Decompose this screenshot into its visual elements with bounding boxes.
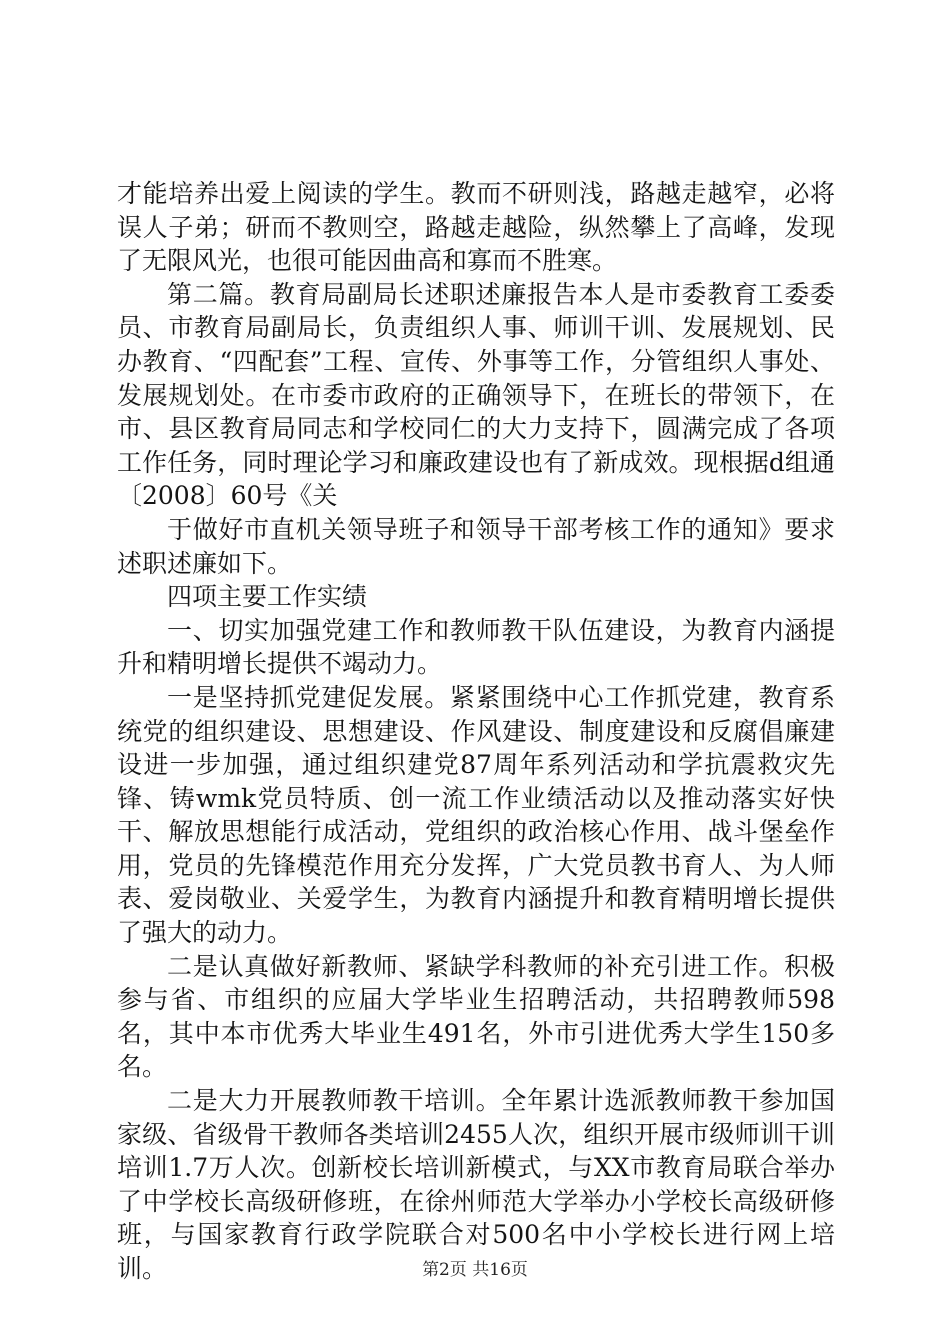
paragraph-teacher-recruitment: 二是认真做好新教师、紧缺学科教师的补充引进工作。积极参与省、市组织的应届大学毕业生招聘活动，共招聘教师598名，其中本市优秀大毕业生491名，外市引进优秀大学生150多名。: [117, 951, 835, 1082]
paragraph-notice-reference: 于做好市直机关领导班子和领导干部考核工作的通知》要求述职述廉如下。: [117, 514, 835, 578]
paragraph-chapter-two-intro: 第二篇。教育局副局长述职述廉报告本人是市委教育工委委员、市教育局副局长，负责组织人事、师训干训、发展规划、民办教育、“四配套”工程、宣传、外事等工作，分管组织人事处、发展规划处。在市委市政府的正确领导下，在班长的带领下，在市、县区教育局同志和学校同仁的大力支持下，圆满完成了各项工作任务，同时理论学习和廉政建设也有了新成效。现根据d组通〔2008〕60号《关: [117, 279, 835, 511]
section-heading: 四项主要工作实绩: [167, 582, 368, 612]
paragraph-teacher-training: 二是大力开展教师教干培训。全年累计选派教师教干参加国家级、省级骨干教师各类培训2455人次，组织开展市级师训干训培训1.7万人次。创新校长培训新模式，与XX市教育局联合举办了中学校长高级研修班，在徐州师范大学举办小学校长高级研修班，与国家教育行政学院联合对500名中小学校长进行网上培训。: [117, 1086, 835, 1283]
paragraph-item-one: 一、切实加强党建工作和教师教干队伍建设，为教育内涵提升和精明增长提供不竭动力。: [117, 615, 835, 679]
page-footer: [0, 1255, 950, 1280]
paragraph-continuation: 才能培养出爱上阅读的学生。教而不研则浅，路越走越窄，必将误人子弟；研而不教则空，路越走越险，纵然攀上了高峰，发现了无限风光，也很可能因曲高和寡而不胜寒。: [117, 179, 835, 276]
document-body: [117, 177, 835, 1286]
paragraph-party-building: 一是坚持抓党建促发展。紧紧围绕中心工作抓党建，教育系统党的组织建设、思想建设、作风建设、制度建设和反腐倡廉建设进一步加强，通过组织建党87周年系列活动和学抗震救灾先锋、铸wmk党员特质、创一流工作业绩活动以及推动落实好快干、解放思想能行成活动，党组织的政治核心作用、战斗堡垒作用，党员的先锋模范作用充分发挥，广大党员教书育人、为人师表、爱岗敬业、关爱学生，为教育内涵提升和教育精明增长提供了强大的动力。: [117, 682, 835, 948]
page-number: 第2页 共16页: [422, 1260, 528, 1280]
